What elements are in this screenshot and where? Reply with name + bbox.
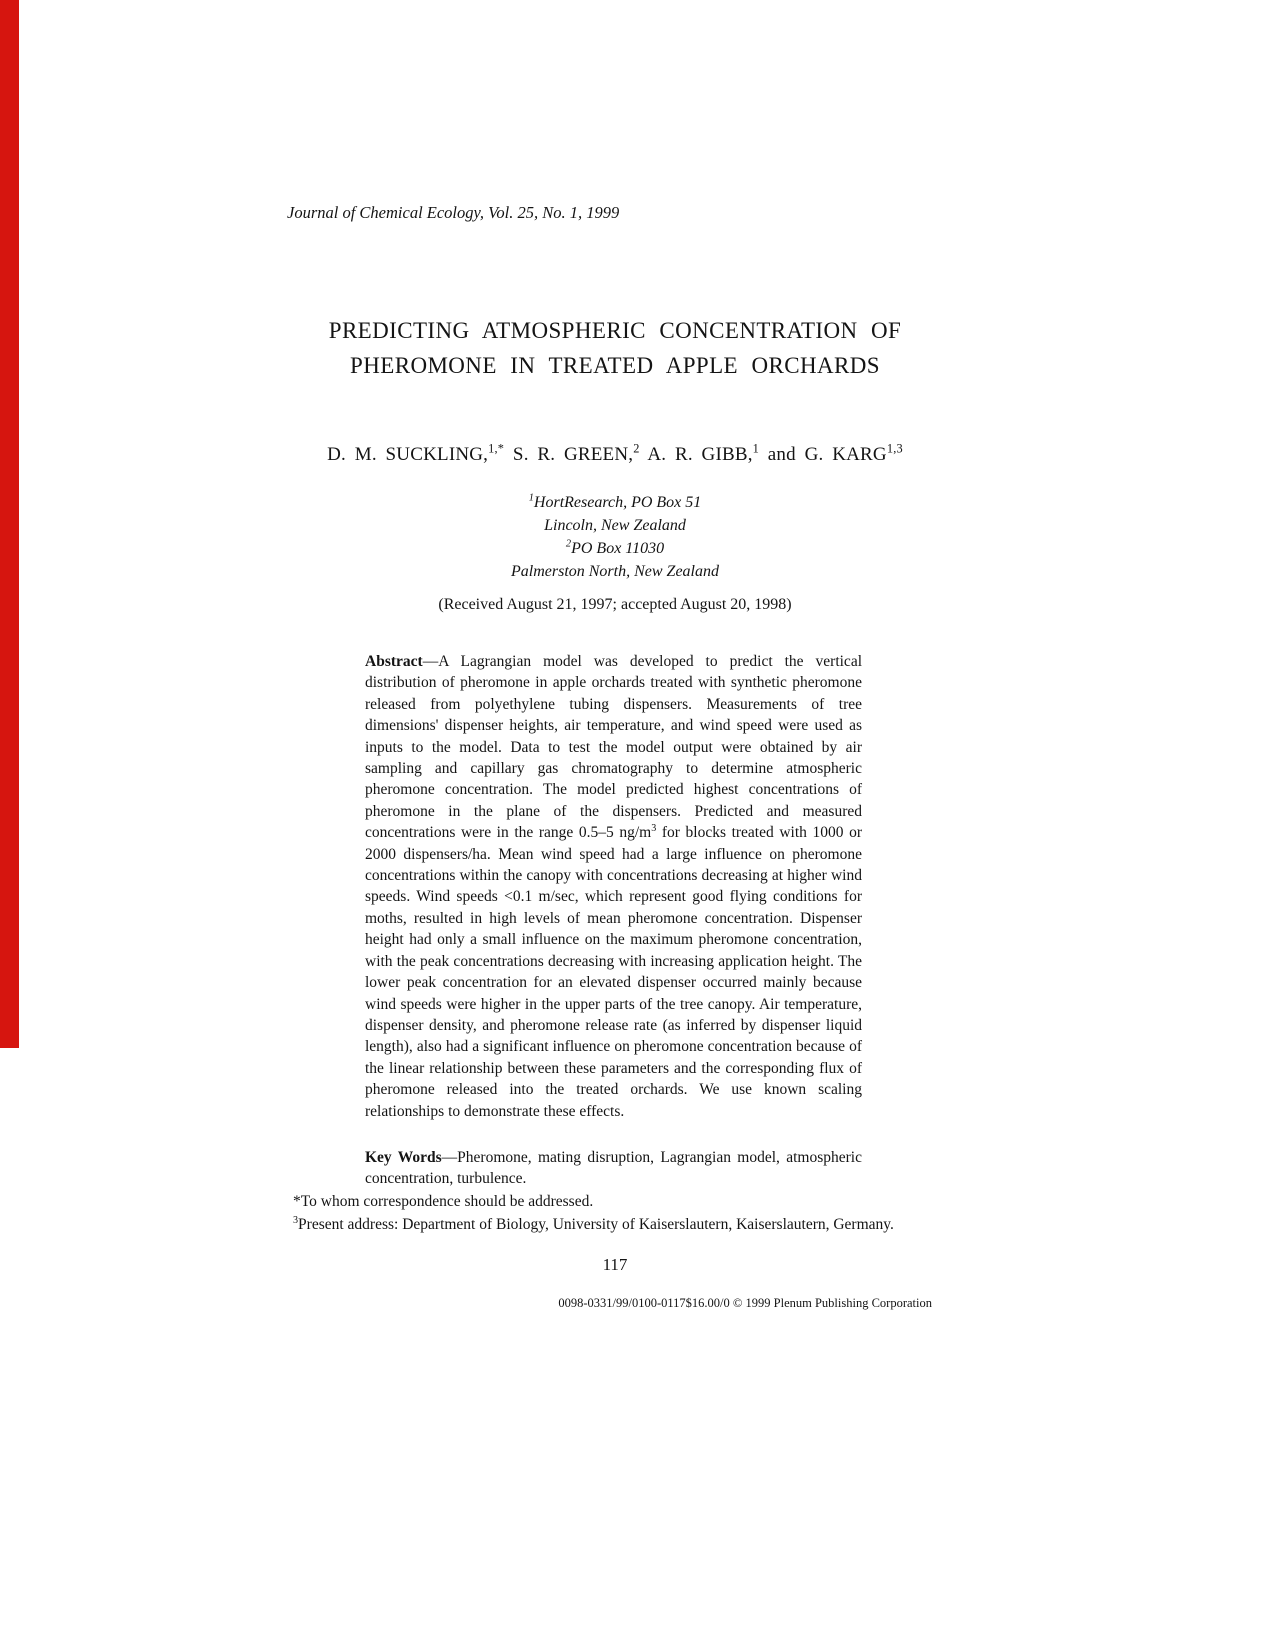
keywords-paragraph: Key Words—Pheromone, mating disruption, Lagrangian model, atmospheric concentration, turbulence. xyxy=(365,1148,862,1188)
received-accepted-line: (Received August 21, 1997; accepted August 20, 1998) xyxy=(438,596,792,613)
page-number: 117 xyxy=(602,1255,628,1274)
scan-artifact-red-stripe xyxy=(0,0,19,1048)
journal-header: Journal of Chemical Ecology, Vol. 25, No. 1, 1999 xyxy=(287,203,620,222)
affiliation-line: $^2$PO Box 11030 xyxy=(565,538,665,557)
paper-title-line-2: PHEROMONE IN TREATED APPLE ORCHARDS xyxy=(350,353,880,378)
footnote-present-address: $^3$Present address: Department of Biology, University of Kaiserslautern, Kaiserslautern, Germany. xyxy=(293,1214,894,1233)
footnotes-block xyxy=(293,1191,958,1236)
footnote-correspondence: *To whom correspondence should be addressed. xyxy=(293,1193,594,1210)
authors-line: D. M. SUCKLING,$^{1,*}$ S. R. GREEN,$^2$ A. R. GIBB,$^1$ and G. KARG$^{1,3}$ xyxy=(327,441,903,465)
affiliation-line: Palmerston North, New Zealand xyxy=(510,563,719,580)
abstract-column xyxy=(365,651,862,1190)
abstract-paragraph: Abstract—A Lagrangian model was developed to predict the vertical distribution of pheromone in apple orchards treated with synthetic pheromone released from polyethylene tubing dispensers. Measurements of tree dimensions' dispenser heights, air temperature, and wind speed were used as inputs to the model. Data to test the model output were obtained by air sampling and capillary gas chromatography to determine atmospheric pheromone concentration. The model predicted highest concentrations of pheromone in the plane of the dispensers. Predicted and measured concentrations were in the range 0.5–5 $ng/m^3$ for blocks treated with 1000 or 2000 dispensers/ha. Mean wind speed had a large influence on pheromone concentrations within the canopy with concentrations decreasing at higher wind speeds. Wind speeds <0.1 m/sec, which represent good flying conditions for moths, resulted in high levels of mean pheromone concentration. Dispenser height had only a small influence on the maximum pheromone concentration, with the peak concentrations decreasing with increasing application height. The lower peak concentration for an elevated dispenser occurred mainly because wind speeds were higher in the upper parts of the tree canopy. Air temperature, dispenser density, and pheromone release rate (as inferred by dispenser liquid length), also had a significant influence on pheromone concentration because of the linear relationship between these parameters and the corresponding flux of pheromone released into the treated orchards. We use known scaling relationships to demonstrate these effects. xyxy=(365,653,862,1120)
copyright-line: 0098-0331/99/0100-0117$16.00/0 © 1999 Plenum Publishing Corporation xyxy=(558,1296,932,1310)
affiliation-line: Lincoln, New Zealand xyxy=(544,517,686,534)
affiliations-block xyxy=(220,491,1010,583)
paper-title xyxy=(220,313,1010,383)
paper-title-line-1: PREDICTING ATMOSPHERIC CONCENTRATION OF xyxy=(328,318,902,343)
affiliation-line: $^1$HortResearch, PO Box 51 xyxy=(528,492,702,511)
